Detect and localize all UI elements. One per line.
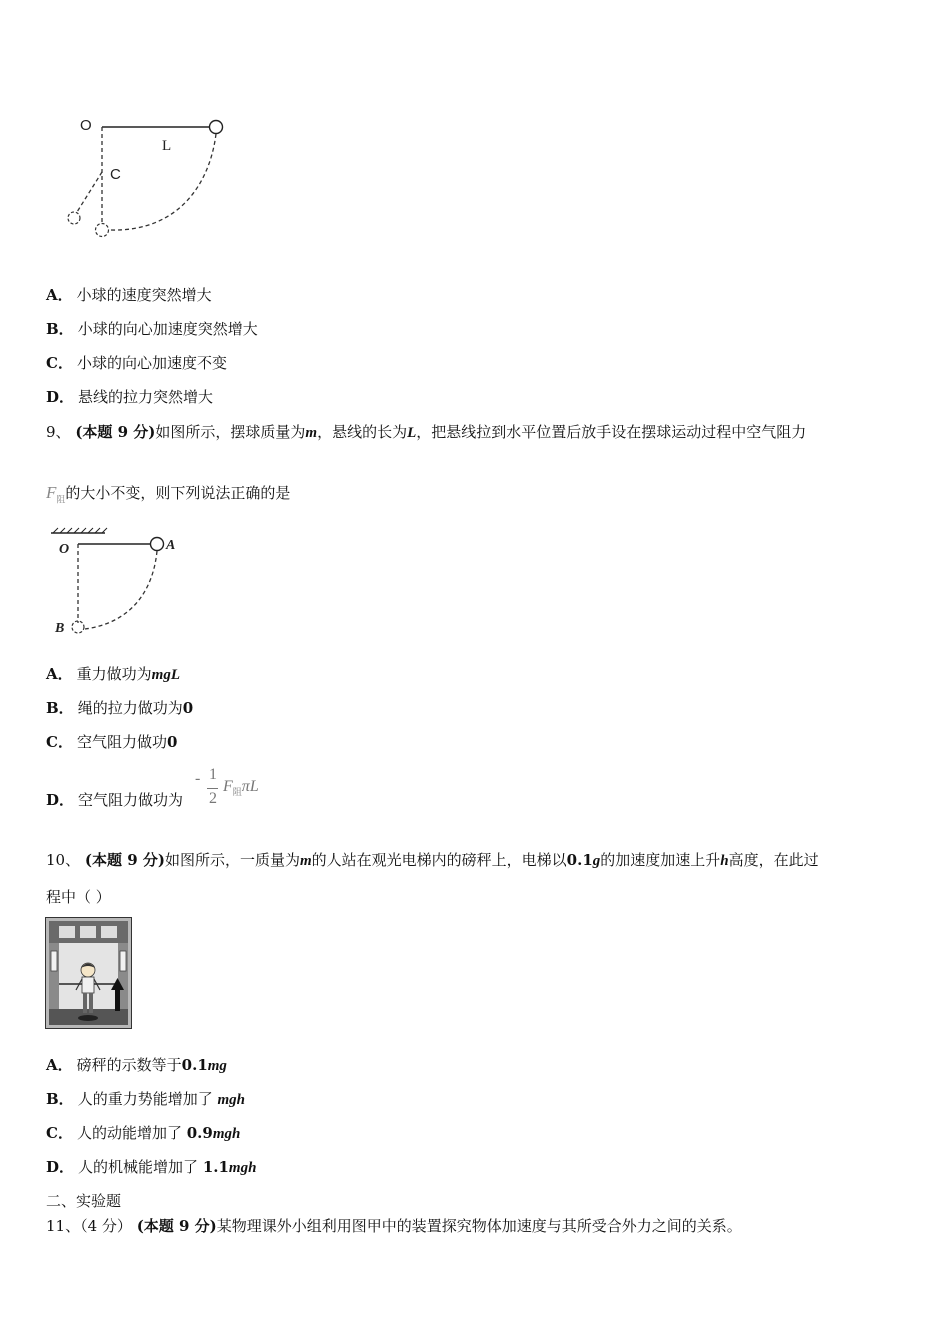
fig1-label-o: O [80,117,92,134]
option-num: 0.1 [181,1056,208,1074]
option-math: 0 [166,733,178,751]
q9-number: 9、 [46,423,71,441]
q10-text-b: 的人站在观光电梯内的磅秤上，电梯以 [311,851,567,869]
option-label: C． [46,1124,73,1142]
option-label: A． [46,665,73,683]
option-label: A． [46,1056,73,1074]
q10-var-h: h [720,853,729,869]
option-text: 重力做功为 [76,665,152,683]
option-text: 悬线的拉力突然增大 [78,388,214,406]
option-text: 小球的向心加速度突然增大 [77,320,258,338]
q8-option-c[interactable] [46,353,227,373]
option-label: C． [46,354,73,372]
q11-score: （4 分） [80,1217,132,1235]
q9-option-c[interactable] [46,732,177,752]
q9-stem [46,422,806,443]
q10-number: 10、 [46,851,81,869]
option-text: 空气阻力做功为 [78,791,184,809]
q9-text-a: 如图所示，摆球质量为 [155,423,306,441]
q8-option-a[interactable] [46,285,212,305]
option-label: A． [46,286,73,304]
option-text: 小球的速度突然增大 [76,286,212,304]
formula-denominator: 2 [209,790,217,807]
option-text: 小球的向心加速度不变 [76,354,227,372]
fig2-arc-dashed [85,551,157,629]
q9-var-m: m [305,425,318,441]
option-label: D． [46,1158,75,1176]
q10-option-d[interactable] [46,1157,256,1178]
q9-f-symbol: $F_阻$ [46,483,66,505]
fig2-label-o: O [59,542,70,557]
option-text: 人的重力势能增加了 [77,1090,213,1108]
q10-var-g: g [592,853,601,869]
q10-text-d: 高度，在此过 [728,851,819,869]
option-num: 0.9 [186,1124,213,1142]
elevator-image [45,917,132,1029]
option-var: mgh [212,1126,241,1142]
q11-text: 某物理课外小组利用图甲中的装置探究物体加速度与其所受合外力之间的关系。 [216,1217,742,1235]
fig2-ball-a [151,538,164,551]
formula-numerator: 1 [209,766,217,783]
q9-stem-line2 [46,483,290,509]
q9-text-d: 的大小不变，则下列说法正确的是 [65,484,291,502]
wall-picture-right [120,951,126,971]
q10-option-c[interactable] [46,1123,240,1144]
q9-header: (本题 9 分) [75,423,156,441]
option-label: B． [46,320,74,338]
q10-acc: 0.1 [566,851,593,869]
option-var: mg [207,1058,227,1074]
q10-text-c: 的加速度加速上升 [600,851,721,869]
option-text: 人的动能增加了 [76,1124,182,1142]
option-label: D． [46,388,75,406]
formula-minus: - [195,770,201,787]
q9-text-c: ，把悬线拉到水平位置后放手设在摆球运动过程中空气阻力 [416,423,807,441]
option-text: 人的机械能增加了 [78,1158,199,1176]
q9-option-b[interactable] [46,698,193,718]
formula-fraction-bar [207,788,218,789]
option-math: mgL [151,667,180,683]
option-num: 1.1 [202,1158,229,1176]
fig2-label-b: B [55,621,65,636]
q9-var-l: L [407,425,417,441]
q9-option-d[interactable] [46,790,183,810]
option-var: mgh [228,1160,257,1176]
option-label: B． [46,699,74,717]
option-text: 磅秤的示数等于 [76,1056,182,1074]
q10-option-a[interactable] [46,1055,227,1076]
option-text: 绳的拉力做功为 [77,699,183,717]
section-title: 二、实验题 [46,1192,122,1210]
fig1-swing-dashed [77,172,102,212]
q10-stem-line2: 程中（ ） [46,888,111,906]
q9-text-b: ，悬线的长为 [317,423,408,441]
option-label: B． [46,1090,74,1108]
option-label: D． [46,791,75,809]
q10-option-b[interactable] [46,1089,245,1110]
q11-header: (本题 9 分) [136,1217,217,1235]
fig1-label-l: L [162,138,172,154]
pendulum-peg-figure [60,112,240,247]
wall-picture-left [51,951,57,971]
q11-number: 11、 [46,1217,81,1235]
option-var: mgh [217,1092,245,1108]
option-math: 0 [182,699,194,717]
formula-f: $F_阻\pi L$ [223,778,259,798]
option-label: C． [46,733,73,751]
q10-text-a: 如图所示，一质量为 [164,851,300,869]
fig2-label-a: A [166,538,176,553]
q10-var-m: m [299,853,312,869]
ceiling-light-panels [59,926,117,938]
option-text: 空气阻力做功 [76,733,167,751]
q11-stem [46,1216,742,1236]
q9-option-a[interactable] [46,664,180,685]
q8-option-d[interactable] [46,387,213,407]
q10-stem [46,850,819,871]
q8-option-b[interactable] [46,319,258,339]
scale [78,1015,98,1021]
fig1-ball-left [68,212,80,224]
q10-header: (本题 9 分) [84,851,165,869]
pendulum-oab-figure [45,527,195,639]
fig1-ball-bottom [96,224,109,237]
fig1-label-c: C [110,166,121,183]
fig1-ball-start [210,121,223,134]
